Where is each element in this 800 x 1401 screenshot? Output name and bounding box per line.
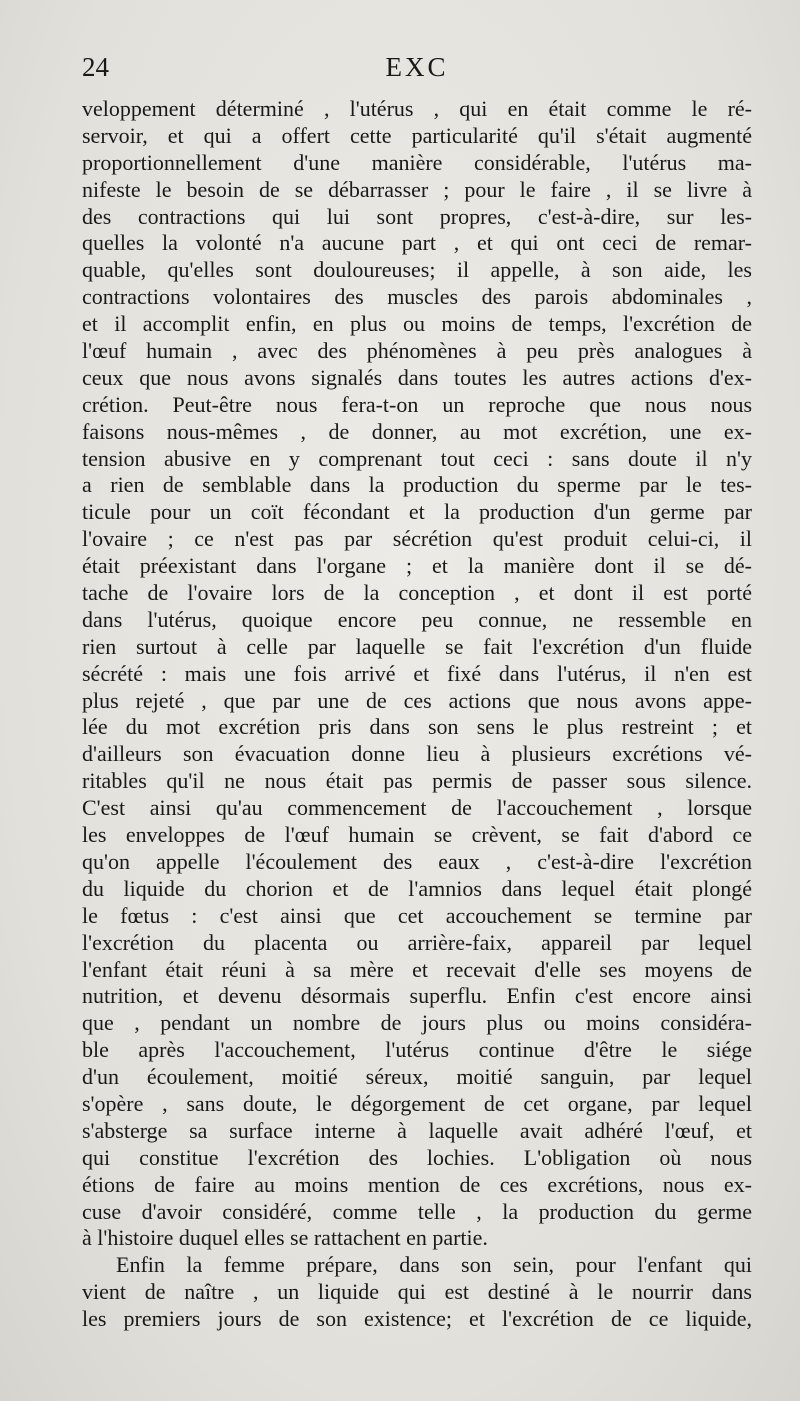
text-line: C'est ainsi qu'au commencement de l'accouchement , lorsque — [82, 795, 752, 821]
text-line: du liquide du chorion et de l'amnios dans lequel était plongé — [82, 875, 752, 901]
text-line: l'excrétion du placenta ou arrière-faix, appareil par lequel — [82, 929, 752, 955]
text-line: lée du mot excrétion pris dans son sens le plus restreint ; et — [82, 714, 752, 740]
paragraph — [82, 1252, 752, 1333]
text-line: l'ovaire ; ce n'est pas par sécrétion qu'est produit celui-ci, il — [82, 526, 752, 552]
text-line: veloppement déterminé , l'utérus , qui en était comme le ré- — [82, 96, 752, 121]
text-line: quable, qu'elles sont douloureuses; il appelle, à son aide, les — [82, 257, 752, 283]
text-line: ble après l'accouchement, l'utérus continue d'être le siége — [82, 1037, 752, 1063]
text-line: des contractions qui lui sont propres, c'est-à-dire, sur les- — [82, 203, 752, 229]
text-line: vient de naître , un liquide qui est destiné à le nourrir dans — [82, 1279, 752, 1305]
text-line: les enveloppes de l'œuf humain se crèvent, se fait d'abord ce — [82, 822, 752, 848]
body-text — [82, 96, 752, 1333]
text-line: a rien de semblable dans la production du sperme par le tes- — [82, 472, 752, 498]
text-line: rien surtout à celle par laquelle se fait l'excrétion d'un fluide — [82, 633, 752, 659]
paragraph — [82, 96, 752, 1252]
text-line: ritables qu'il ne nous était pas permis de passer sous silence. — [82, 768, 752, 794]
text-line: proportionnellement d'une manière considérable, l'utérus ma- — [82, 149, 752, 175]
text-line: faisons nous-mêmes , de donner, au mot excrétion, une ex- — [82, 418, 752, 444]
text-line: étions de faire au moins mention de ces excrétions, nous ex- — [82, 1171, 752, 1197]
text-line: tache de l'ovaire lors de la conception , et dont il est porté — [82, 580, 752, 606]
text-line: crétion. Peut-être nous fera-t-on un reproche que nous nous — [82, 391, 752, 417]
text-line: nutrition, et devenu désormais superflu. Enfin c'est encore ainsi — [82, 983, 752, 1009]
text-line: les premiers jours de son existence; et l'excrétion de ce liquide, — [82, 1306, 752, 1332]
text-line: nifeste le besoin de se débarrasser ; pour le faire , il se livre à — [82, 176, 752, 202]
text-line: Enfin la femme prépare, dans son sein, pour l'enfant qui — [116, 1252, 752, 1278]
text-line: l'enfant était réuni à sa mère et recevait d'elle ses moyens de — [82, 956, 752, 982]
page-header — [82, 52, 752, 88]
text-line: tension abusive en y comprenant tout ceci : sans doute il n'y — [82, 445, 752, 471]
text-line: qui constitue l'excrétion des lochies. L'obligation où nous — [82, 1144, 752, 1170]
text-line: le fœtus : c'est ainsi que cet accouchement se termine par — [82, 902, 752, 928]
text-line: l'œuf humain , avec des phénomènes à peu près analogues à — [82, 338, 752, 364]
text-line: qu'on appelle l'écoulement des eaux , c'est-à-dire l'excrétion — [82, 848, 752, 874]
text-line: contractions volontaires des muscles des parois abdominales , — [82, 284, 752, 310]
text-line: à l'histoire duquel elles se rattachent en partie. — [82, 1225, 488, 1251]
text-line: plus rejeté , que par une de ces actions que nous avons appe- — [82, 687, 752, 713]
text-line: dans l'utérus, quoique encore peu connue, ne ressemble en — [82, 606, 752, 632]
text-line: d'un écoulement, moitié séreux, moitié sanguin, par lequel — [82, 1064, 752, 1090]
text-line: cuse d'avoir considéré, comme telle , la production du germe — [82, 1198, 752, 1224]
text-line: ticule pour un coït fécondant et la production d'un germe par — [82, 499, 752, 525]
text-line: ceux que nous avons signalés dans toutes les autres actions d'ex- — [82, 364, 752, 390]
text-line: s'absterge sa surface interne à laquelle avait adhéré l'œuf, et — [82, 1117, 752, 1143]
page-number: 24 — [82, 52, 109, 82]
text-line: que , pendant un nombre de jours plus ou moins considéra- — [82, 1010, 752, 1036]
text-line: d'ailleurs son évacuation donne lieu à plusieurs excrétions vé- — [82, 741, 752, 767]
text-line: et il accomplit enfin, en plus ou moins de temps, l'excrétion de — [82, 311, 752, 337]
text-line: était préexistant dans l'organe ; et la manière dont il se dé- — [82, 553, 752, 579]
text-line: sécrété : mais une fois arrivé et fixé dans l'utérus, il n'en est — [82, 660, 752, 686]
text-line: s'opère , sans doute, le dégorgement de cet organe, par lequel — [82, 1090, 752, 1116]
text-line: quelles la volonté n'a aucune part , et qui ont ceci de remar- — [82, 230, 752, 256]
running-head: EXC — [385, 52, 449, 82]
text-line: servoir, et qui a offert cette particularité qu'il s'était augmenté — [82, 122, 752, 148]
